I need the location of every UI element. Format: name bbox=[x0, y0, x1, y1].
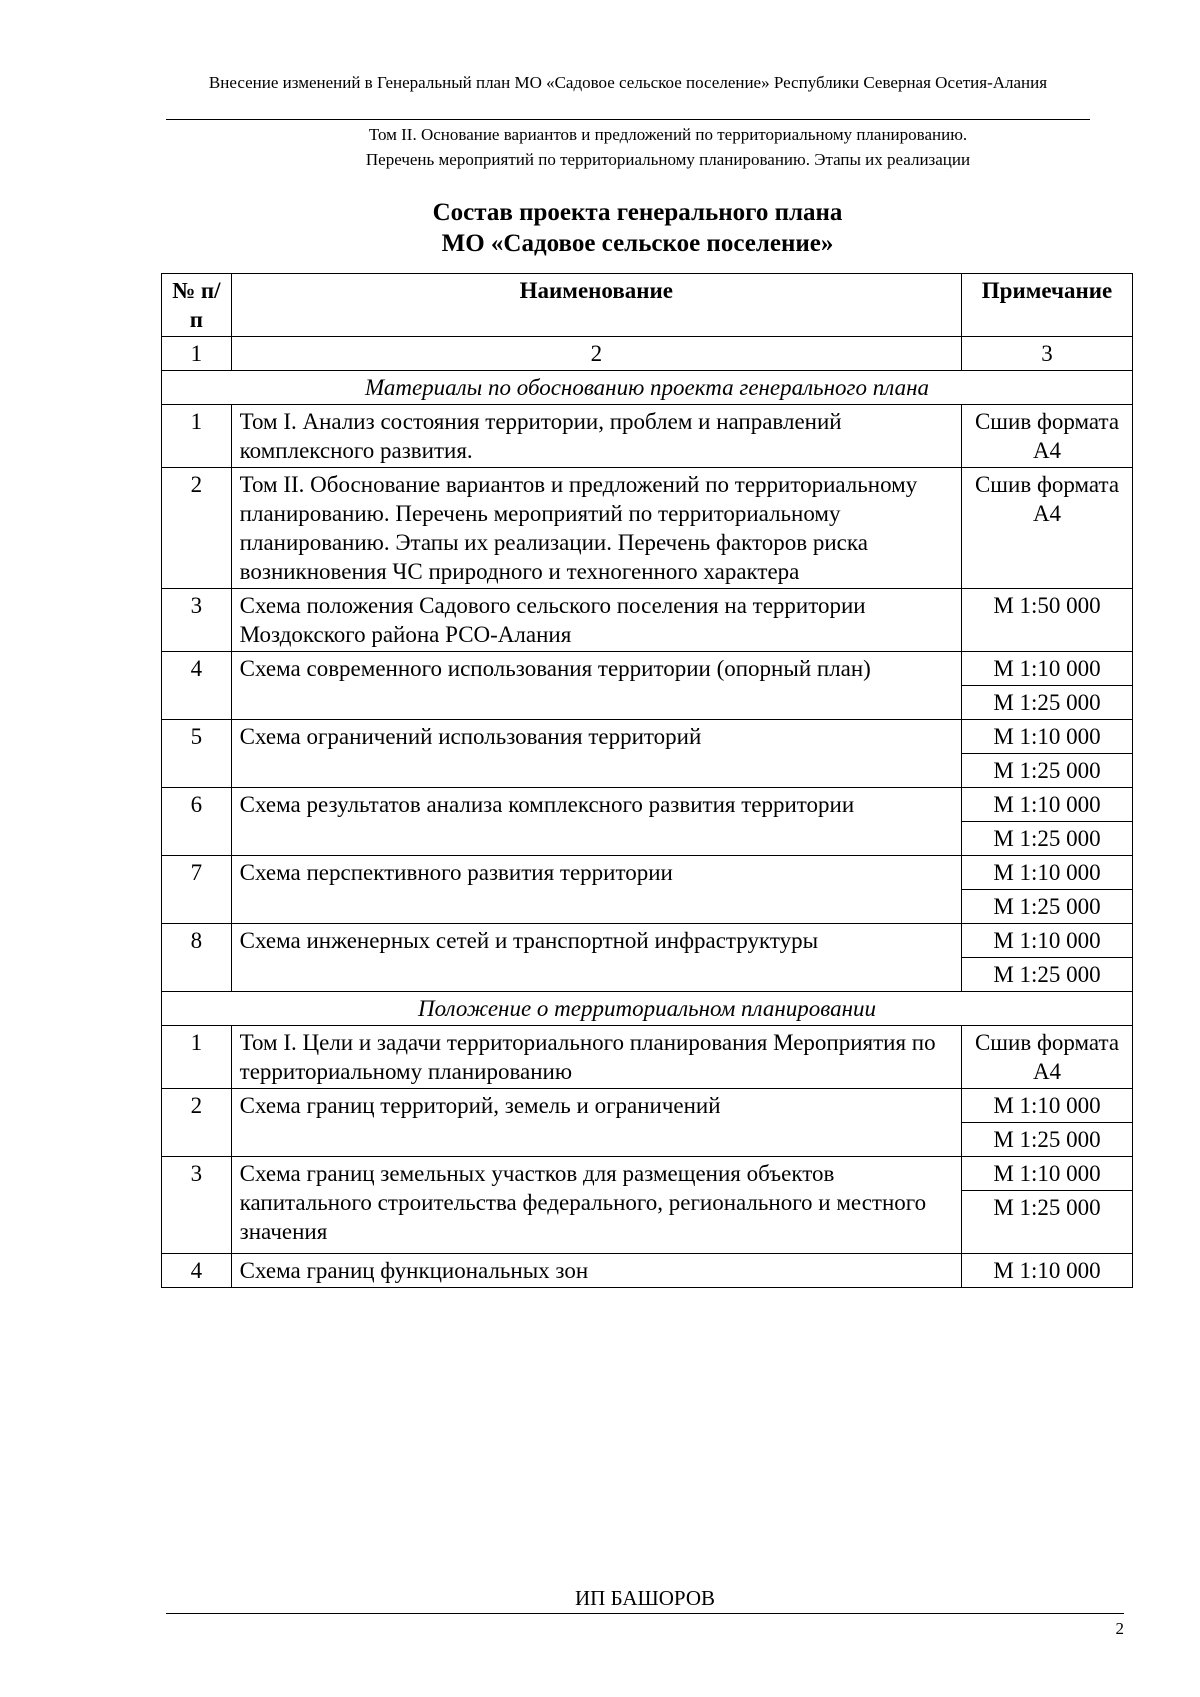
row-note-scale-a: М 1:10 000 bbox=[962, 856, 1133, 890]
table-row bbox=[162, 1089, 1133, 1123]
row-name: Схема перспективного развития территории bbox=[231, 856, 961, 924]
row-name: Схема положения Садового сельского поселения на территории Моздокского района РСО-Алания bbox=[231, 589, 961, 652]
row-num: 1 bbox=[162, 1026, 232, 1089]
row-num: 5 bbox=[162, 720, 232, 788]
row-note-scale-a: М 1:10 000 bbox=[962, 720, 1133, 754]
table-row bbox=[162, 652, 1133, 686]
table-row bbox=[162, 720, 1133, 754]
row-name: Том I. Анализ состояния территории, проблем и направлений комплексного развития. bbox=[231, 405, 961, 468]
row-name: Том I. Цели и задачи территориального планирования Мероприятия по территориальному планированию bbox=[231, 1026, 961, 1089]
row-num: 1 bbox=[162, 405, 232, 468]
row-name: Схема границ территорий, земель и ограничений bbox=[231, 1089, 961, 1157]
section-row bbox=[162, 992, 1133, 1026]
row-note: М 1:10 000 bbox=[962, 1254, 1133, 1288]
page-title-line2: МО «Садовое сельское поселение» bbox=[441, 230, 834, 257]
table-header-row bbox=[162, 274, 1133, 337]
row-note-scale-a: М 1:10 000 bbox=[962, 1089, 1133, 1123]
row-name: Схема современного использования территории (опорный план) bbox=[231, 652, 961, 720]
col-header-name: Наименование bbox=[231, 274, 961, 337]
row-note-scale-a: М 1:10 000 bbox=[962, 788, 1133, 822]
table-row bbox=[162, 1254, 1133, 1288]
table-row bbox=[162, 589, 1133, 652]
row-note: Сшив формата А4 bbox=[962, 1026, 1133, 1089]
page-title bbox=[150, 197, 1125, 259]
header-divider bbox=[166, 119, 1090, 120]
row-num: 2 bbox=[162, 1089, 232, 1157]
table-row bbox=[162, 468, 1133, 589]
table-row bbox=[162, 1157, 1133, 1191]
index-cell-1: 1 bbox=[162, 337, 232, 371]
row-name: Схема результатов анализа комплексного развития территории bbox=[231, 788, 961, 856]
row-note-scale-b: М 1:25 000 bbox=[962, 1123, 1133, 1157]
row-num: 4 bbox=[162, 1254, 232, 1288]
row-note-scale-b: М 1:25 000 bbox=[962, 958, 1133, 992]
row-name: Схема ограничений использования территорий bbox=[231, 720, 961, 788]
header-subtitle-line2: Перечень мероприятий по территориальному планированию. Этапы их реализации bbox=[365, 150, 971, 169]
header-title: Внесение изменений в Генеральный план МО «Садовое сельское поселение» Республики Северная Осетия-Алания bbox=[208, 73, 1048, 92]
page-title-line1: Состав проекта генерального плана bbox=[432, 199, 843, 226]
header-subtitle-line1: Том II. Основание вариантов и предложений по территориальному планированию. bbox=[368, 125, 968, 144]
section-title-justification: Материалы по обоснованию проекта генерального плана bbox=[162, 371, 1133, 405]
row-note-scale-b: М 1:25 000 bbox=[962, 686, 1133, 720]
header-subtitle bbox=[166, 122, 1090, 172]
row-name: Том II. Обоснование вариантов и предложений по территориальному планированию. Перечень мероприятий по территориальному планированию. Этапы их реализации. Перечень факторов риска возникновения ЧС природного и техногенного характера bbox=[231, 468, 961, 589]
row-note-scale-a: М 1:10 000 bbox=[962, 1157, 1133, 1191]
row-num: 6 bbox=[162, 788, 232, 856]
row-name: Схема границ земельных участков для размещения объектов капитального строительства федерального, регионального и местного значения bbox=[231, 1157, 961, 1254]
table-row bbox=[162, 788, 1133, 822]
index-cell-2: 2 bbox=[231, 337, 961, 371]
section-row bbox=[162, 371, 1133, 405]
row-num: 3 bbox=[162, 1157, 232, 1254]
footer-divider bbox=[166, 1613, 1124, 1614]
row-note-scale-a: М 1:10 000 bbox=[962, 924, 1133, 958]
table-row bbox=[162, 1026, 1133, 1089]
row-note-scale-b: М 1:25 000 bbox=[962, 890, 1133, 924]
row-note: Сшив формата А4 bbox=[962, 405, 1133, 468]
row-num: 4 bbox=[162, 652, 232, 720]
table-row bbox=[162, 405, 1133, 468]
composition-table bbox=[161, 273, 1133, 1288]
footer-organization: ИП БАШОРОВ bbox=[575, 1586, 715, 1610]
row-note-scale-b: М 1:25 000 bbox=[962, 1191, 1133, 1254]
row-note-scale-b: М 1:25 000 bbox=[962, 822, 1133, 856]
row-num: 7 bbox=[162, 856, 232, 924]
row-note-scale-a: М 1:10 000 bbox=[962, 652, 1133, 686]
row-note-scale-b: М 1:25 000 bbox=[962, 754, 1133, 788]
section-title-provisions: Положение о территориальном планировании bbox=[162, 992, 1133, 1026]
table-row bbox=[162, 856, 1133, 890]
row-note: М 1:50 000 bbox=[962, 589, 1133, 652]
row-note: Сшив формата А4 bbox=[962, 468, 1133, 589]
row-num: 2 bbox=[162, 468, 232, 589]
col-header-num: № п/п bbox=[162, 274, 232, 337]
row-num: 3 bbox=[162, 589, 232, 652]
page-number: 2 bbox=[1115, 1619, 1124, 1638]
table-index-row bbox=[162, 337, 1133, 371]
index-cell-3: 3 bbox=[962, 337, 1133, 371]
table-row bbox=[162, 924, 1133, 958]
row-num: 8 bbox=[162, 924, 232, 992]
row-name: Схема границ функциональных зон bbox=[231, 1254, 961, 1288]
row-name: Схема инженерных сетей и транспортной инфраструктуры bbox=[231, 924, 961, 992]
col-header-note: Примечание bbox=[962, 274, 1133, 337]
